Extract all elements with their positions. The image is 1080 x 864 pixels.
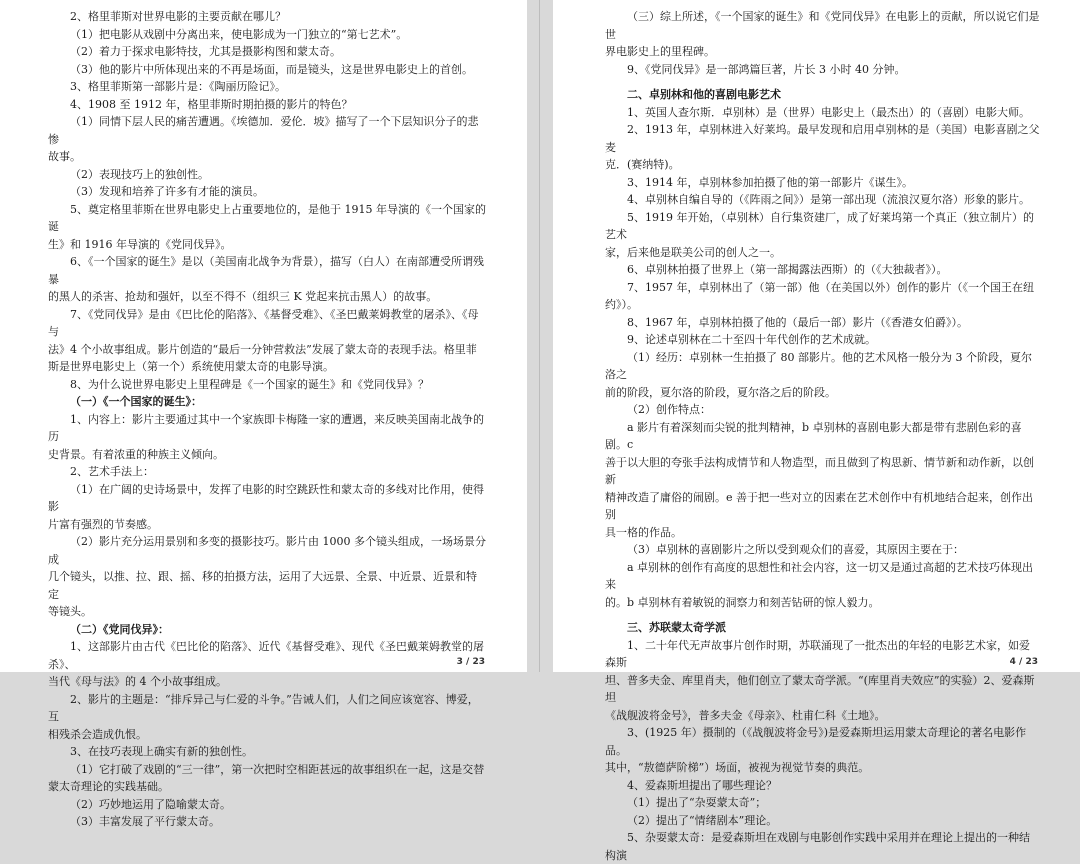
text-line: 9、论述卓别林在二十至四十年代创作的艺术成就。 (627, 333, 876, 346)
page-4-text (605, 8, 1040, 864)
text-line: 4、1908 至 1912 年，格里菲斯时期拍摄的影片的特色？ (70, 97, 353, 111)
text-line: 法》4 个小故事组成。影片创造的“最后一分钟营救法”发展了蒙太奇的表现手法。格里菲 (48, 342, 477, 356)
text-line: 8、1967 年，卓别林拍摄了他的（最后一部）影片（《香港女伯爵》）。 (627, 315, 968, 329)
text-line: 1、内容上：影片主要通过其中一个家族即卡梅隆一家的遭遇，来反映美国南北战争的历 (48, 412, 484, 443)
text-line: 克．(赛纳特)。 (605, 158, 680, 171)
section-heading: （二）《党同伐异》： (70, 622, 169, 636)
text-line: 故事。 (48, 150, 81, 163)
text-line: （2）提出了“情绪剧本”理论。 (627, 813, 778, 827)
text-line: 具一格的作品。 (605, 525, 682, 539)
text-line: 其中，“敖德萨阶梯”）场面，被视为视觉节奏的典范。 (605, 761, 870, 774)
text-line: 2、艺术手法上： (70, 465, 154, 478)
text-line: 等镜头。 (48, 605, 92, 618)
blank-line (605, 611, 1040, 619)
text-line: 蒙太奇理论的实践基础。 (48, 780, 169, 793)
text-line: （三）综上所述，《一个国家的诞生》和《党同伐异》在电影上的贡献，所以说它们是世 (605, 10, 1040, 41)
text-line: 界电影史上的里程碑。 (605, 45, 715, 58)
text-line: （1）提出了“杂耍蒙太奇”； (627, 796, 767, 809)
text-line: 6、《一个国家的诞生》是以（美国南北战争为背景），描写（白人）在南部遭受所谓残暴 (48, 255, 484, 286)
text-line: （2）影片充分运用景别和多变的摄影技巧。影片由 1000 多个镜头组成，一场场景分成 (48, 535, 486, 566)
text-line: 9、《党同伐异》是一部鸿篇巨著，片长 3 小时 40 分钟。 (627, 62, 906, 76)
text-line: 1、二十年代无声故事片创作时期，苏联涌现了一批杰出的年轻的电影艺术家，如爱森斯 (605, 638, 1030, 669)
text-line: 1、英国人查尔斯．卓别林）是（世界）电影史上（最杰出）的（喜剧）电影大师。 (627, 105, 1030, 119)
text-line: （1）同情下层人民的痛苦遭遇。《埃德加．爱伦．坡》描写了一个下层知识分子的悲惨 (48, 115, 479, 146)
text-line: 当代《母与法》的 4 个小故事组成。 (48, 675, 227, 688)
text-line: 善于以大胆的夸张手法构成情节和人物造型，而且做到了构思新、情节新和动作新，以创新 (605, 455, 1034, 486)
blank-line (605, 78, 1040, 86)
text-line: 前的阶段，夏尔洛的阶段，夏尔洛之后的阶段。 (605, 385, 836, 399)
section-heading: （一）《一个国家的诞生》： (70, 395, 202, 408)
text-line: 家，后来他是联美公司的创人之一。 (605, 245, 781, 259)
text-line: （3）他的影片中所体现出来的不再是场面，而是镜头，这是世界电影史上的首创。 (70, 62, 473, 76)
page-gutter (527, 0, 553, 672)
page-3 (0, 0, 527, 828)
text-line: 3、格里菲斯第一部影片是：《陶丽历险记》。 (70, 80, 286, 93)
text-line: 5、1919 年开始，（卓别林）自行集资建厂，成了好莱坞第一个真正（独立制片）的艺术 (605, 210, 1034, 241)
text-line: 的。b 卓别林有着敏锐的洞察力和刻苦钻研的惊人毅力。 (605, 595, 880, 609)
text-line: a 影片有着深刻而尖锐的批判精神，b 卓别林的喜剧电影大都是带有悲剧色彩的喜剧。c (605, 420, 1022, 451)
text-line: 精神改造了庸俗的闹剧。e 善于把一些对立的因素在艺术创作中有机地结合起来，创作出别 (605, 490, 1034, 521)
text-line: 5、奠定格里菲斯在世界电影史上占重要地位的，是他于 1915 年导演的《一个国家的诞 (48, 202, 486, 233)
text-line: 1、这部影片由古代《巴比伦的陷落》、近代《基督受难》、现代《圣巴戴莱姆教堂的屠杀》、 (48, 640, 484, 671)
text-line: （3）卓别林的喜剧影片之所以受到观众们的喜爱，其原因主要在于： (627, 543, 964, 556)
text-line: 7、1957 年，卓别林出了（第一部）他（在美国以外）创作的影片（《一个国王在纽约》）。 (605, 280, 1034, 311)
text-line: 2、格里菲斯对世界电影的主要贡献在哪儿？ (70, 10, 286, 23)
text-line: 4、卓别林自编自导的（《阵雨之间》）是第一部出现（流浪汉夏尔洛）形象的影片。 (627, 193, 1030, 206)
page-divider (539, 0, 540, 672)
page-number: 3 / 23 (456, 657, 485, 667)
text-line: 3、1914 年，卓别林参加拍摄了他的第一部影片《谋生》。 (627, 175, 913, 189)
page-number: 4 / 23 (1009, 657, 1038, 667)
text-line: 7、《党同伐异》是由《巴比伦的陷落》、《基督受难》、《圣巴戴莱姆教堂的屠杀》、《母与 (48, 307, 479, 338)
text-line: 8、为什么说世界电影史上里程碑是《一个国家的诞生》和《党同伐异》？ (70, 377, 429, 391)
text-line: （2）着力于探求电影特技，尤其是摄影构图和蒙太奇。 (70, 45, 341, 58)
text-line: 坦、普多夫金、库里肖夫，他们创立了蒙太奇学派。“(库里肖夫效应”的实验）2、爱森斯坦 (605, 673, 1035, 704)
text-line: 3、在技巧表现上确实有新的独创性。 (70, 745, 253, 758)
text-line: 《战舰波将金号》，普多夫金《母亲》、杜甫仁科《土地》。 (605, 708, 886, 722)
text-line: a 卓别林的创作有高度的思想性和社会内容，这一切又是通过高超的艺术技巧体现出来 (605, 560, 1034, 591)
text-line: 的黑人的杀害、抢劫和强奸，以至不得不（组织三 K 党起来抗击黑人）的故事。 (48, 290, 438, 303)
text-line: 5、杂耍蒙太奇：是爱森斯坦在戏剧与电影创作实践中采用并在理论上提出的一种结构演 (605, 831, 1030, 862)
text-line: （2）巧妙地运用了隐喻蒙太奇。 (70, 797, 231, 811)
text-line: 生》和 1916 年导演的《党同伐异》。 (48, 237, 232, 251)
text-line: 片富有强烈的节奏感。 (48, 517, 158, 531)
text-line: 6、卓别林拍摄了世界上（第一部揭露法西斯）的（《大独裁者》）。 (627, 263, 948, 276)
text-line: 2、1913 年，卓别林进入好莱坞。最早发现和启用卓别林的是（美国）电影喜剧之父麦 (605, 123, 1040, 154)
page-3-text (48, 8, 487, 831)
section-heading: 三、苏联蒙太奇学派 (627, 621, 726, 634)
text-line: 史背景。有着浓重的种族主义倾向。 (48, 447, 224, 461)
text-line: 3、(1925 年）摄制的（《战舰波将金号》)是爱森斯坦运用蒙太奇理论的著名电影作品。 (605, 726, 1027, 757)
text-line: 2、影片的主题是：“排斥异己与仁爱的斗争。”告诫人们，人们之间应该宽容、博爱，互 (48, 692, 479, 723)
text-line: （3）丰富发展了平行蒙太奇。 (70, 815, 220, 828)
text-line: 相残杀会造成仇恨。 (48, 727, 147, 741)
text-line: （1）它打破了戏剧的“三一律”，第一次把时空相距甚远的故事组织在一起，这是交替 (70, 762, 485, 776)
text-line: （1）在广阔的史诗场景中，发挥了电影的时空跳跃性和蒙太奇的多线对比作用，使得影 (48, 482, 484, 513)
text-line: （2）表现技巧上的独创性。 (70, 167, 209, 181)
text-line: 几个镜头，以推、拉、跟、摇、移的拍摄方法，运用了大远景、全景、中近景、近景和特定 (48, 570, 477, 601)
text-line: （2）创作特点： (627, 403, 711, 416)
page-4 (553, 0, 1080, 862)
text-line: （1）把电影从戏剧中分离出来，使电影成为一门独立的“第七艺术”。 (70, 27, 408, 41)
text-line: 4、爱森斯坦提出了哪些理论？ (627, 778, 777, 792)
text-line: （3）发现和培养了许多有才能的演员。 (70, 185, 264, 198)
text-line: （1）经历：卓别林一生拍摄了 80 部影片。他的艺术风格一般分为 3 个阶段，夏尔洛之 (605, 350, 1032, 381)
section-heading: 二、卓别林和他的喜剧电影艺术 (627, 88, 781, 101)
text-line: 斯是世界电影史上（第一个）系统使用蒙太奇的电影导演。 (48, 360, 334, 373)
